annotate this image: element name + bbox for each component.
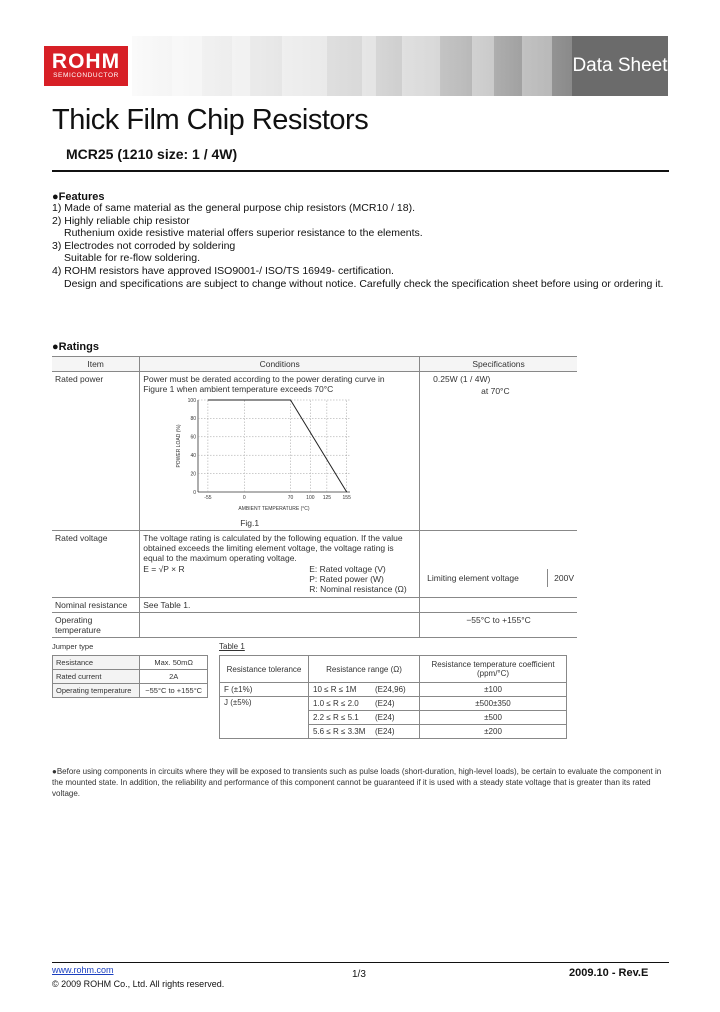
caution-note: ●Before using components in circuits where they will be exposed to transients such as pulse loads (short-duration, high-level loads), be certain to evaluate the component in the mounted state. In addition, the reliability and performance of this component cannot be guaranteed if it is used with a steady state voltage that is greater than its rated voltage. <box>52 767 662 798</box>
features-list <box>52 202 670 290</box>
coefficient-cell: ±500 <box>420 711 567 725</box>
chart-x-tick: 155 <box>342 495 351 501</box>
coefficient-cell: ±500±350 <box>420 697 567 711</box>
table-row <box>220 697 567 711</box>
rated-voltage-item: Rated voltage <box>52 531 140 598</box>
chart-x-tick: 100 <box>306 495 315 501</box>
series-cell: (E24) <box>371 725 420 739</box>
chart-y-tick: 0 <box>193 489 196 496</box>
ratings-header-specifications: Specifications <box>420 357 577 372</box>
limiting-voltage-label: Limiting element voltage <box>427 573 519 583</box>
table-row <box>52 613 577 638</box>
table-row <box>53 656 208 670</box>
table1-title: Table 1 <box>219 642 245 651</box>
title-divider <box>52 170 669 172</box>
logo-subtext: SEMICONDUCTOR <box>53 72 119 79</box>
features-heading: ●Features <box>52 191 105 203</box>
voltage-legend-e: E: Rated voltage (V) <box>309 564 386 574</box>
page-number: 1/3 <box>352 969 366 980</box>
chart-ticks <box>188 398 351 501</box>
jumper-label: Rated current <box>53 670 140 684</box>
tolerance-cell: J (±5%) <box>220 697 309 739</box>
range-cell: 2.2 ≤ R ≤ 5.1 <box>309 711 372 725</box>
series-cell: (E24,96) <box>371 683 420 697</box>
revision: 2009.10 - Rev.E <box>569 967 649 979</box>
rated-power-spec <box>420 372 577 531</box>
ratings-header-conditions: Conditions <box>140 357 420 372</box>
logo-area <box>40 36 132 96</box>
rated-voltage-text: The voltage rating is calculated by the following equation. If the value obtained exceeds the limiting element voltage, the voltage rating is equal to the maximum operating voltage. <box>143 533 403 563</box>
chart-x-tick: -55 <box>204 495 212 501</box>
range-cell: 10 ≤ R ≤ 1M <box>309 683 372 697</box>
nominal-resistance-spec <box>420 598 577 613</box>
chart-x-tick: 125 <box>322 495 332 501</box>
feature-line: Ruthenium oxide resistive material offers superior resistance to the elements. <box>64 227 423 240</box>
table-row <box>52 531 577 598</box>
feature-line: Design and specifications are subject to change without notice. Carefully check the specification sheet before using or ordering it. <box>64 277 664 290</box>
derating-chart <box>172 396 364 518</box>
nominal-resistance-condition: See Table 1. <box>140 598 420 613</box>
chart-y-label: POWER LOAD (%) <box>176 424 182 468</box>
jumper-value: −55°C to +155°C <box>140 684 208 698</box>
table-row <box>52 598 577 613</box>
table1-header-coefficient: Resistance temperature coefficient (ppm/°C) <box>420 656 567 683</box>
jumper-label: Resistance <box>53 656 140 670</box>
tolerance-cell: F (±1%) <box>220 683 309 697</box>
chart-grid <box>198 400 350 492</box>
page-title: Thick Film Chip Resistors <box>52 104 369 136</box>
chart-y-tick: 20 <box>190 471 196 478</box>
jumper-label: Operating temperature <box>53 684 140 698</box>
operating-temp-spec: −55°C to +155°C <box>420 613 577 638</box>
table1-header-range: Resistance range (Ω) <box>309 656 420 683</box>
jumper-value: Max. 50mΩ <box>140 656 208 670</box>
feature-line: 4) ROHM resistors have approved ISO9001-/ ISO/TS 16949- certification. <box>52 264 394 277</box>
voltage-legend-r: R: Nominal resistance (Ω) <box>309 584 407 594</box>
page-subtitle: MCR25 (1210 size: 1 / 4W) <box>66 146 238 162</box>
table1 <box>219 655 567 739</box>
chart-y-tick: 60 <box>190 434 196 441</box>
rated-power-text: Power must be derated according to the power derating curve in Figure 1 when ambient temperature exceeds 70°C <box>143 374 385 394</box>
doc-type-label: Data Sheet <box>572 36 668 96</box>
figure-caption: Fig.1 <box>240 518 260 528</box>
series-cell: (E24) <box>371 711 420 725</box>
jumper-title: Jumper type <box>52 642 94 651</box>
voltage-legend-p: P: Rated power (W) <box>309 574 384 584</box>
jumper-value: 2A <box>140 670 208 684</box>
header-decoration <box>132 36 572 96</box>
table-row <box>53 684 208 698</box>
chart-x-tick: 70 <box>287 495 294 501</box>
feature-line: 2) Highly reliable chip resistor <box>52 214 190 227</box>
range-cell: 1.0 ≤ R ≤ 2.0 <box>309 697 372 711</box>
coefficient-cell: ±200 <box>420 725 567 739</box>
rohm-logo <box>44 46 128 86</box>
limiting-voltage-value: 200V <box>547 569 574 587</box>
ratings-heading: ●Ratings <box>52 341 99 353</box>
coefficient-cell: ±100 <box>420 683 567 697</box>
rated-voltage-spec <box>420 531 577 598</box>
chart-y-tick: 80 <box>190 416 196 423</box>
header-banner <box>40 36 668 96</box>
rated-voltage-condition <box>140 531 420 598</box>
chart-x-tick: 0 <box>242 495 246 501</box>
rated-power-value: 0.25W (1 / 4W) <box>433 374 491 384</box>
feature-line: 1) Made of same material as the general purpose chip resistors (MCR10 / 18). <box>52 202 415 214</box>
rated-power-item: Rated power <box>52 372 140 531</box>
operating-temp-item: Operating temperature <box>52 613 140 638</box>
ratings-header-item: Item <box>52 357 140 372</box>
jumper-table <box>52 655 208 698</box>
derating-curve <box>208 400 347 492</box>
operating-temp-condition <box>140 613 420 638</box>
website-link[interactable]: www.rohm.com <box>52 965 114 975</box>
chart-y-tick: 100 <box>187 397 196 404</box>
table1-header-tolerance: Resistance tolerance <box>220 656 309 683</box>
nominal-resistance-item: Nominal resistance <box>52 598 140 613</box>
chart-x-label: AMBIENT TEMPERATURE (°C) <box>238 506 310 512</box>
rated-power-temp: at 70°C <box>481 386 510 396</box>
feature-line: Suitable for re-flow soldering. <box>64 252 200 265</box>
feature-line: 3) Electrodes not corroded by soldering <box>52 239 236 252</box>
table-row <box>220 683 567 697</box>
table-row <box>53 670 208 684</box>
logo-brand: ROHM <box>51 50 121 73</box>
range-cell: 5.6 ≤ R ≤ 3.3M <box>309 725 372 739</box>
table-header-row <box>220 656 567 683</box>
series-cell: (E24) <box>371 697 420 711</box>
footer-divider <box>52 962 669 963</box>
chart-y-tick: 40 <box>190 453 196 459</box>
copyright: © 2009 ROHM Co., Ltd. All rights reserved. <box>52 979 225 989</box>
voltage-equation: E = √P × R <box>143 564 185 574</box>
